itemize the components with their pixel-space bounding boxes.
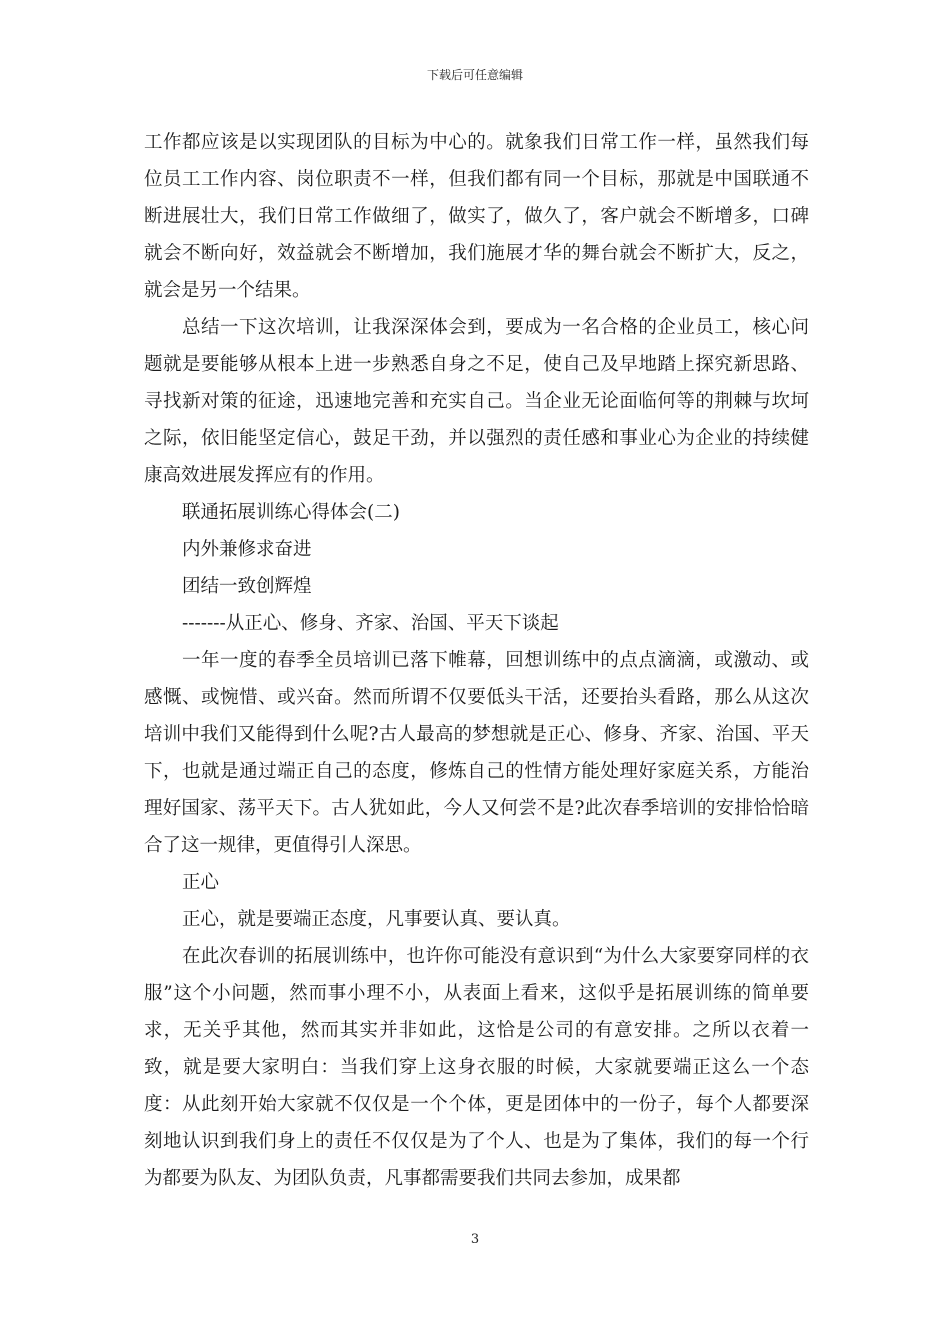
paragraph-zhengxin-definition: 正心，就是要端正态度，凡事要认真、要认真。 [182, 909, 571, 930]
paragraph-continued: 工作都应该是以实现团队的目标为中心的。就象我们日常工作一样，虽然我们每位员工工作内容、岗位职责不一样，但我们都有同一个目标，那就是中国联通不断进展壮大，我们日常工作做细了，做实了，做久了，客户就会不断增多，口碑就会不断向好，效益就会不断增加，我们施展才华的舞台就会不断扩大，反之，就会是另一个结果。 [144, 132, 809, 301]
paragraph-spring-training: 一年一度的春季全员培训已落下帷幕，回想训练中的点点滴滴，或激动、或感慨、或惋惜、或兴奋。然而所谓不仅要低头干活，还要抬头看路，那么从这次培训中我们又能得到什么呢?古人最高的梦想就是正心、修身、齐家、治国、平天下，也就是通过端正自己的态度，修炼自己的性情方能处理好家庭关系，方能治理好国家、荡平天下。古人犹如此，今人又何尝不是?此次春季培训的安排恰恰暗合了这一规律，更值得引人深思。 [144, 650, 809, 856]
page-header: 下载后可任意编辑 [426, 68, 523, 82]
subtitle-line-3: -------从正心、修身、齐家、治国、平天下谈起 [182, 613, 559, 634]
section-title: 联通拓展训练心得体会(二) [182, 502, 400, 523]
document-body [144, 124, 809, 1197]
subtitle-line-1: 内外兼修求奋进 [182, 539, 312, 560]
subtitle-line-2: 团结一致创辉煌 [182, 576, 312, 597]
heading-zhengxin: 正心 [182, 872, 220, 893]
page-number: 3 [470, 1232, 480, 1247]
paragraph-training-summary: 总结一下这次培训，让我深深体会到，要成为一名合格的企业员工，核心问题就是要能够从根本上进一步熟悉自身之不足，使自己及早地踏上探究新思路、寻找新对策的征途，迅速地完善和充实自己。当企业无论面临何等的荆棘与坎坷之际，依旧能坚定信心，鼓足干劲，并以强烈的责任感和事业心为企业的持续健康高效进展发挥应有的作用。 [144, 317, 809, 486]
paragraph-uniform: 在此次春训的拓展训练中，也许你可能没有意识到“为什么大家要穿同样的衣服”这个小问题，然而事小理不小，从表面上看来，这似乎是拓展训练的简单要求，无关乎其他，然而其实并非如此，这恰是公司的有意安排。之所以衣着一致，就是要大家明白：当我们穿上这身衣服的时候，大家就要端正这么一个态度：从此刻开始大家就不仅仅是一个个体，更是团体中的一份子，每个人都要深刻地认识到我们身上的责任不仅仅是为了个人、也是为了集体，我们的每一个行为都要为队友、为团队负责，凡事都需要我们共同去参加，成果都 [144, 946, 809, 1189]
